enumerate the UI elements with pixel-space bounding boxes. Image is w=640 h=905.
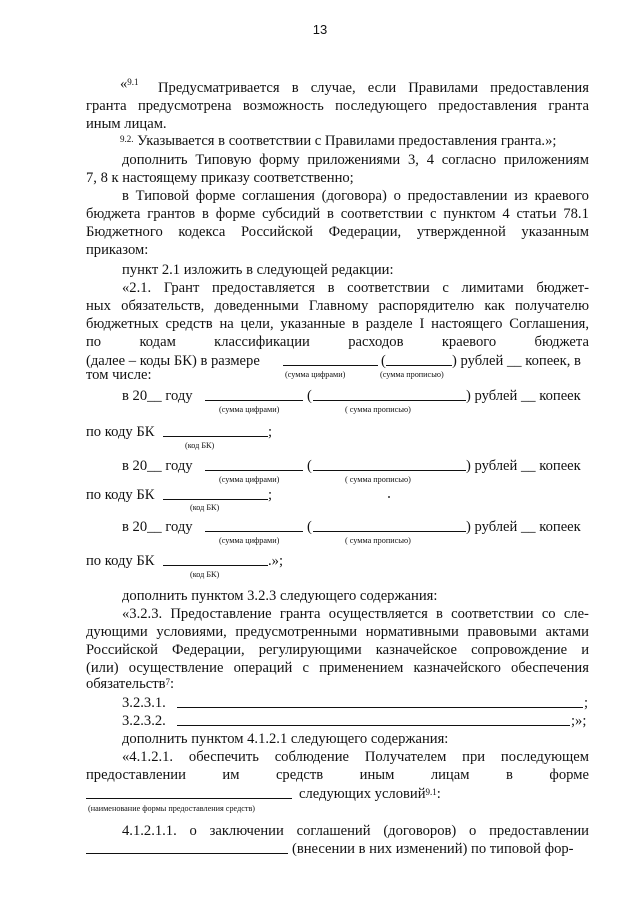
footnote-9-1-open: «$^{9.1}$	[120, 76, 139, 92]
p323-line-5: обязательств$^7$:	[86, 676, 175, 692]
word: предоставления	[490, 80, 589, 96]
p21-line-1	[122, 280, 589, 297]
word: в	[436, 606, 443, 622]
p4121-line-3-end: следующих условий$^{9.1}$:	[299, 786, 441, 802]
p323-line-2	[86, 624, 589, 641]
word: 78.1	[563, 206, 589, 222]
word: как	[484, 298, 505, 314]
word: дующими	[86, 624, 148, 640]
intro-line-2	[86, 206, 589, 223]
word: Получателем	[364, 749, 447, 765]
year-3-paren: (	[307, 519, 312, 535]
year-2-paren: (	[307, 458, 312, 474]
word: доведенными	[214, 298, 299, 314]
word: Федерации,	[328, 224, 402, 240]
page-number: 13	[312, 22, 328, 37]
word: соблюдение	[274, 749, 349, 765]
p21-line-2	[86, 298, 589, 315]
year-1-caption-words: ( сумма прописью)	[345, 405, 411, 414]
word: средств	[275, 767, 324, 783]
word: средств	[165, 316, 213, 332]
year-1-paren: (	[307, 388, 312, 404]
word: грантов	[147, 206, 196, 222]
word: на	[219, 316, 234, 332]
word: Предоставление	[170, 606, 272, 622]
word: Грант	[163, 280, 200, 296]
word: бюджета	[534, 334, 589, 350]
p323-line-1	[122, 606, 589, 623]
p21-line-3	[86, 316, 589, 333]
word: с	[442, 280, 449, 296]
word: бюджета	[86, 206, 141, 222]
word: о	[189, 823, 197, 839]
year-1-digits-blank	[205, 388, 303, 401]
bk-2-blank	[163, 487, 268, 500]
caption-sum-digits: (сумма цифрами)	[285, 370, 346, 379]
word: разделе	[365, 316, 413, 332]
word: Соглашения,	[509, 316, 589, 332]
word: сле-	[563, 606, 589, 622]
year-3-digits-blank	[205, 519, 303, 532]
word: Правилами	[408, 80, 479, 96]
word: последующего	[335, 98, 427, 114]
word: если	[367, 80, 397, 96]
word: гранта	[279, 606, 321, 622]
word: в	[291, 80, 299, 96]
p4121-line-2	[86, 767, 589, 784]
word: в	[122, 188, 129, 204]
bk-2-caption: (код БК)	[190, 503, 220, 512]
p21-line-6: том числе:	[86, 367, 152, 383]
stray-dot	[388, 496, 390, 498]
item-3232-label: 3.2.3.2.	[122, 713, 166, 729]
year-2-end: ) рублей __ копеек	[466, 458, 581, 474]
intro-line-4: приказом:	[86, 242, 149, 258]
item-3232-blank	[177, 713, 570, 726]
intro-line-3	[86, 224, 589, 241]
bk-line-2-label: по коду БК	[86, 487, 155, 503]
word: Российской	[241, 224, 313, 240]
word: бюджетных	[86, 316, 159, 332]
word: и	[581, 642, 589, 658]
word: с	[430, 206, 437, 222]
word: (или)	[86, 660, 119, 676]
word: краевого	[441, 334, 497, 350]
word: распорядителю	[378, 298, 475, 314]
word: предусмотренными	[235, 624, 358, 640]
word: при	[462, 749, 486, 765]
word: последующем	[500, 749, 589, 765]
word: 4.1.2.1.1.	[122, 823, 177, 839]
word: осуществляется	[328, 606, 428, 622]
p4121-sub-line-1	[122, 823, 589, 840]
word: предоставлении	[407, 188, 508, 204]
word: расходов	[348, 334, 404, 350]
word: в	[327, 280, 335, 296]
appendix-line-2: 7, 8 к настоящему приказу соответственно;	[86, 170, 354, 186]
word: Главному	[308, 298, 369, 314]
p4121-line-1	[122, 749, 589, 766]
word: Бюджетного	[86, 224, 163, 240]
word: форме	[549, 767, 589, 783]
word: Типовую	[195, 152, 252, 168]
word: в	[505, 767, 513, 783]
word: по	[86, 334, 102, 350]
word: со	[541, 606, 556, 622]
word: в	[202, 206, 209, 222]
word: ных	[86, 298, 111, 314]
word: предоставления	[438, 98, 537, 114]
year-3-caption-digits: (сумма цифрами)	[219, 536, 280, 545]
word: актами	[545, 624, 589, 640]
amount-words-blank	[386, 353, 452, 366]
year-3-caption-words: ( сумма прописью)	[345, 536, 411, 545]
word: статьи	[516, 206, 557, 222]
word: Предусматривается	[158, 80, 280, 96]
word: в	[352, 316, 359, 332]
word: правовыми	[467, 624, 537, 640]
word: 4	[426, 152, 434, 168]
appendix-line-1	[122, 152, 589, 169]
year-line-2-label: в 20__ году	[122, 458, 193, 474]
word: обязательств,	[121, 298, 205, 314]
word: регулирующими	[258, 642, 362, 658]
word: I	[419, 316, 425, 332]
word: казначейского	[413, 660, 501, 676]
form-name-blank	[86, 786, 292, 799]
bk-2-end: ;	[268, 487, 273, 503]
word: «3.2.3.	[122, 606, 163, 622]
word: в	[327, 206, 334, 222]
word: иным	[359, 767, 395, 783]
word: Российской	[86, 642, 158, 658]
year-3-words-blank	[313, 519, 466, 532]
year-2-digits-blank	[205, 458, 303, 471]
footnote-9-1-line-2	[86, 98, 589, 115]
word: заключении	[209, 823, 284, 839]
word: форму	[259, 152, 300, 168]
word: нормативными	[365, 624, 459, 640]
p21-line-4	[86, 334, 589, 351]
word: условиями,	[156, 624, 227, 640]
word: форме	[195, 188, 236, 204]
word: утвержденной	[416, 224, 506, 240]
word: «4.1.2.1.	[122, 749, 174, 765]
word: операций	[233, 660, 293, 676]
word: о	[469, 823, 477, 839]
sub-blank	[86, 841, 288, 854]
year-line-3-label: в 20__ году	[122, 519, 193, 535]
p21-heading: пункт 2.1 изложить в следующей редакции:	[122, 262, 394, 278]
word: приложениями	[307, 152, 401, 168]
bk-3-end: .»;	[268, 553, 283, 569]
footnote-9-2: $^{9.2.}$ Указывается в соответствии с Правилами предоставления гранта.»;	[120, 133, 557, 149]
year-1-caption-digits: (сумма цифрами)	[219, 405, 280, 414]
word: соответствии	[340, 206, 424, 222]
word: предоставлении	[489, 823, 589, 839]
item-3231-blank	[177, 695, 583, 708]
year-2-words-blank	[313, 458, 466, 471]
word: указанным	[521, 224, 589, 240]
footnote-9-1-line-3: иным лицам.	[86, 116, 167, 132]
word: настоящего	[431, 316, 503, 332]
p4121-sub-line-2: (внесении в них изменений) по типовой фор-	[292, 841, 574, 857]
caption-sum-words: (сумма прописью)	[380, 370, 444, 379]
word: лицам	[430, 767, 470, 783]
p21-line-5: (далее – коды БК) в размере	[86, 353, 260, 369]
footnote-9-1-line-1	[158, 80, 589, 97]
bk-3-caption: (код БК)	[190, 570, 220, 579]
p4121-heading: дополнить пунктом 4.1.2.1 следующего содержания:	[122, 731, 449, 747]
word: приложениям	[503, 152, 589, 168]
word: кодам	[139, 334, 176, 350]
word: соглашения	[242, 188, 315, 204]
item-3232-end: ;»;	[571, 713, 587, 729]
item-3231-label: 3.2.3.1.	[122, 695, 166, 711]
year-line-1-label: в 20__ году	[122, 388, 193, 404]
word: Типовой	[135, 188, 190, 204]
word: 4	[502, 206, 510, 222]
p323-line-3	[86, 642, 589, 659]
word: согласно	[441, 152, 497, 168]
word: гранта	[86, 98, 127, 114]
year-2-caption-digits: (сумма цифрами)	[219, 475, 280, 484]
word: случае,	[310, 80, 356, 96]
word: указанные	[280, 316, 346, 332]
word: из	[514, 188, 528, 204]
p21-paren-open: (	[381, 353, 386, 369]
p323-line-4	[86, 660, 589, 677]
word: казначейское	[375, 642, 457, 658]
word: Федерации,	[172, 642, 245, 658]
word: кодекса	[178, 224, 226, 240]
word: применением	[319, 660, 404, 676]
word: гранта	[548, 98, 589, 114]
word: пунктом	[443, 206, 496, 222]
word: им	[222, 767, 240, 783]
bk-1-end: ;	[268, 424, 273, 440]
year-2-caption-words: ( сумма прописью)	[345, 475, 411, 484]
p323-heading: дополнить пунктом 3.2.3 следующего содержания:	[122, 588, 438, 604]
word: обеспечения	[511, 660, 589, 676]
word: цели,	[240, 316, 274, 332]
word: (договоров)	[383, 823, 457, 839]
word: «2.1.	[122, 280, 152, 296]
bk-line-3-label: по коду БК	[86, 553, 155, 569]
word: сопровождение	[471, 642, 568, 658]
bk-1-caption: (код БК)	[185, 441, 215, 450]
word: бюджет-	[536, 280, 589, 296]
word: осуществление	[128, 660, 224, 676]
word: предоставляется	[212, 280, 315, 296]
word: 3,	[407, 152, 419, 168]
word: классификации	[214, 334, 310, 350]
word: соответствии	[347, 280, 430, 296]
intro-line-1	[122, 188, 589, 205]
item-3231-end: ;	[584, 695, 589, 711]
word: возможность	[242, 98, 324, 114]
year-1-words-blank	[313, 388, 466, 401]
word: (договора)	[321, 188, 387, 204]
word: дополнить	[122, 152, 188, 168]
word: предусмотрена	[137, 98, 232, 114]
p21-line-5-end: ) рублей __ копеек, в	[452, 353, 581, 369]
word: соглашений	[296, 823, 371, 839]
year-1-end: ) рублей __ копеек	[466, 388, 581, 404]
word: соответствии	[451, 606, 534, 622]
caption-form-name: (наименование формы предоставления средств)	[88, 804, 256, 813]
word: получателю	[515, 298, 589, 314]
word: форме	[215, 206, 256, 222]
word: субсидий	[262, 206, 321, 222]
year-3-end: ) рублей __ копеек	[466, 519, 581, 535]
word: о	[393, 188, 401, 204]
amount-digits-blank	[283, 353, 378, 366]
word: предоставлении	[86, 767, 186, 783]
bk-1-blank	[163, 424, 268, 437]
bk-3-blank	[163, 553, 268, 566]
bk-line-1-label: по коду БК	[86, 424, 155, 440]
word: лимитами	[461, 280, 524, 296]
word: с	[302, 660, 309, 676]
word: обеспечить	[188, 749, 259, 765]
word: краевого	[534, 188, 589, 204]
